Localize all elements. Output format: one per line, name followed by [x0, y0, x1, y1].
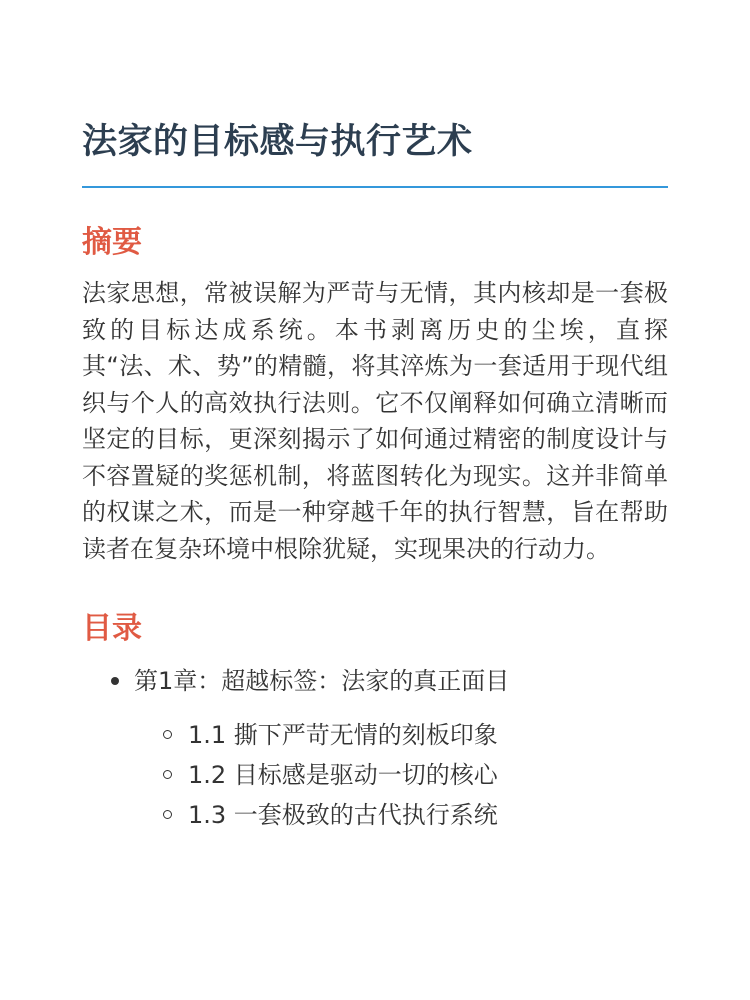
toc-chapter-label: 第1章：超越标签：法家的真正面目	[134, 667, 510, 695]
toc-heading: 目录	[82, 611, 142, 646]
bullet-icon	[111, 677, 119, 685]
page-title: 法家的目标感与执行艺术	[82, 122, 473, 162]
toc-section-list	[134, 717, 668, 833]
circle-bullet-icon	[163, 730, 172, 739]
toc-section-label: 1.2 目标感是驱动一切的核心	[188, 761, 498, 789]
title-divider	[82, 186, 668, 188]
toc-section-1-1[interactable]	[134, 717, 668, 753]
toc-section-label: 1.3 一套极致的古代执行系统	[188, 801, 498, 829]
toc-chapter-1[interactable]	[82, 663, 668, 833]
toc-list	[82, 663, 668, 833]
circle-bullet-icon	[163, 810, 172, 819]
abstract-heading: 摘要	[82, 225, 142, 260]
toc-section-1-3[interactable]	[134, 797, 668, 833]
toc-section-label: 1.1 撕下严苛无情的刻板印象	[188, 721, 498, 749]
circle-bullet-icon	[163, 770, 172, 779]
toc-section-1-2[interactable]	[134, 757, 668, 793]
abstract-text: 法家思想，常被误解为严苛与无情，其内核却是一套极致的目标达成系统。本书剥离历史的尘埃，直探其“法、术、势”的精髓，将其淬炼为一套适用于现代组织与个人的高效执行法则。它不仅阐释如何确立清晰而坚定的目标，更深刻揭示了如何通过精密的制度设计与不容置疑的奖惩机制，将蓝图转化为现实。这并非简单的权谋之术，而是一种穿越千年的执行智慧，旨在帮助读者在复杂环境中根除犹疑，实现果决的行动力。	[82, 279, 668, 563]
